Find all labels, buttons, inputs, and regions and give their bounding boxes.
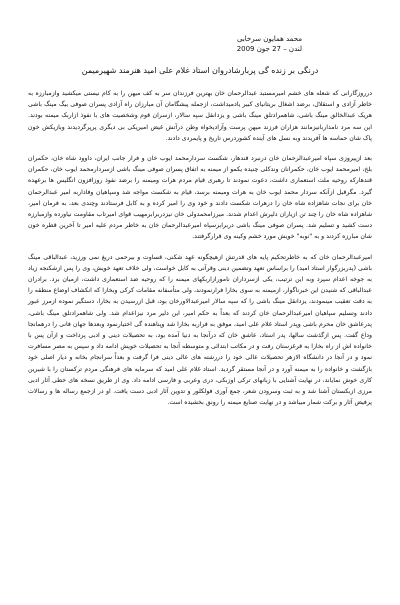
article-body — [28, 88, 372, 417]
paragraph-1: درروزگارانی که شعله های خشم امیرمستبد عبدالرحمان خان بهترین فرزندان سر به کف میهن را به کام نیستی میکشید وازمبارزه به خاطر آزادی و استقلال، برضد اشغال بریتانیای کبیر یادمیداشت، ازجمله پیشگامان آن مبارزان راه آزادی پسران صوفی بیگ مینگ باشی هریک عبدالخالق مینگ باشی، شاهمرادتلق مینگ باشی و یزدانقل سپه سالار، ازسران قوم وشخصیت های با نفوذ ازاربک میمنه بودند. این سه مرد نامداربانیزمانند هزاران فرزند میهن پرست وآزادیخواه وطن درآتش غیض امیرپکی بی دیگری پرپرگردیدند وبازیکش خون پاک شان حماسه ها آفریدند وبه نسل های آینده کشوردرس تاریخ و پایمردی دادند. — [28, 90, 372, 142]
paragraph-2: بعد ازپیروزی سپاه امیرعبدالرحمان خان درنبرد قندهار، شکست سردارمحمد ایوب خان و فرار جانب ایران، داوود شاه خان، حکمران بلخ، امیرمحمد ایوب خان، حکمرانان وندکلی چنیده یکمو از میمنه به اتفاق پسران صوفی مینگ باشی ازسردارمحمد ایوب خان، حکمران قندهارکه روحیه ملت استعماری داشت، دعوت نمودند تا رهبری قیام مردم هرات ومیمنه را برضد نفوذ روزافزون انگلیس ها برعهده گیرد. مگرقبل ازآنکه سردار محمد ایوب خان به هرات ومیمنه برسد، قیام به شکست مواجه شد وسپاهیان وفاداربه امیر عبدالرحمان خان برای نجات شاهزاده شاه خان را درهرات شکست دادند و خود وی را امیر کرده و به کابل فرستادند وچندی بعد، به فرمان امیر، شاهزاده شاه خان را چند تن ازیاران دلیرش اعدام شدند. میرزامحمدولی خان نیزدربرابرمهیب قوای امیرتاب مقاومت نیاورده وازمبارزه دست کشید و تسلیم شد. پسران صوفی مینگ باشی دربرابرسپاه امیرعبدالرحمان خان به خاطر مردم علیه امیر تا آخرین قطره خون شان مبارزه کردند و به "نوبه" خویش مورد خشم وکینه وی قرارگرفتند. — [28, 155, 372, 241]
date-line: لندن – 27 جون 2009 — [236, 45, 302, 53]
article-title: درنگی بر زنده گی پربارشادروان استاد غلام علی امید هنرمند شهیرمیمن — [81, 66, 319, 75]
author-name: محمد همایون سرخابی — [237, 35, 302, 43]
document-header — [237, 34, 302, 54]
paragraph-3: امیرعبدالرحمان خان که به خاطرتحکیم پایه های قدرتش ازهیچگونه عهد شکنی، قساوت و بیرحمی دریغ نمی ورزید، عبدالباقی مینگ باشی (پدربزرگوار استاد امید) را براساس تعهد وتضمین دینی وقرآنی به کابل خواست، ولی خلاف تعهد خویش، وی را پس ازشکنجه زیاد به جوخه اعدام سپرد وبه این ترتیب، یکی ازسرداران نامورازاربکهای میمنه را که روحیه ضد استعماری داشت، ازمیان برد. برادران عبدالباقی که شنیدن این خبرناگوار، ازمیمنه به سوی بخارا فرارنمودند، ولی متأسفانه مقامات کرکی وبخارا که انکشاف اوضاع منطقه را به دقت تعقیب مینمودند، یزدانقل مینگ باشی را که سپه سالار امیرعبدالاورخان بود، قبل ازرسیدن به بخارا، دستگیر نموده ازمرز عبور دادند وتسلیم سپاهیان امیرعبدالرحمان خان کردند که بعداً به حکم امیر، این دلیر مرد نیزاعدام شد. ولی شاهمرادتلق مینگ باشی، پدرعاشق خان محرم باشی وپدر استاد غلام علی امید، موفق به فراربه بخارا شد وپناهنده گی اختیارنمود وبعدها جهان فانی را درهمانجا وداع گفت. پس ازگذشت سالها، پدر استاد، عاشق خان که درآنجا به دنیا آمده بود، به تحصیلات دینی و ادبی پرداخت و ازآن پس با خانواده اش از راه بخارا به قرغزستان رفت و در مکاتب ابتدائی و متوسطه آنجا به تحصیلات خویش ادامه داد و سپس به مصر مسافرت نمود و در آنجا در دانشگاه الازهر تحصیلات عالی خود را دررشته های عالی دینی فرا گرفت و بعداً سرانجام بخانه و دیار اصلی خود بازگشت و خانواده را به میمنه آورد و در آنجا مستقر گردید. استاد غلام علی امید که سرمایه های فرهنگی مردم ترکستان را با شیرین کاری خوش نمایاند، در نهایت آشنایی با زبانهای ترکی اوزبکی، دری وعربی و فارسی ادامه داد. وی از طریق نسخه های خطی آثار ادبی مرزی ازبکستان آشنا شد و به ثبت وسرودن شعر، جمع آوری فولکلور و تدوین آثار ادبی دست یافت. او در ازجمع رساله ها و رسالات پرفیض آثار و برکت شمار میباشد و در نهایت صنایع میمنه را رونق بخشیده است. — [28, 253, 372, 407]
